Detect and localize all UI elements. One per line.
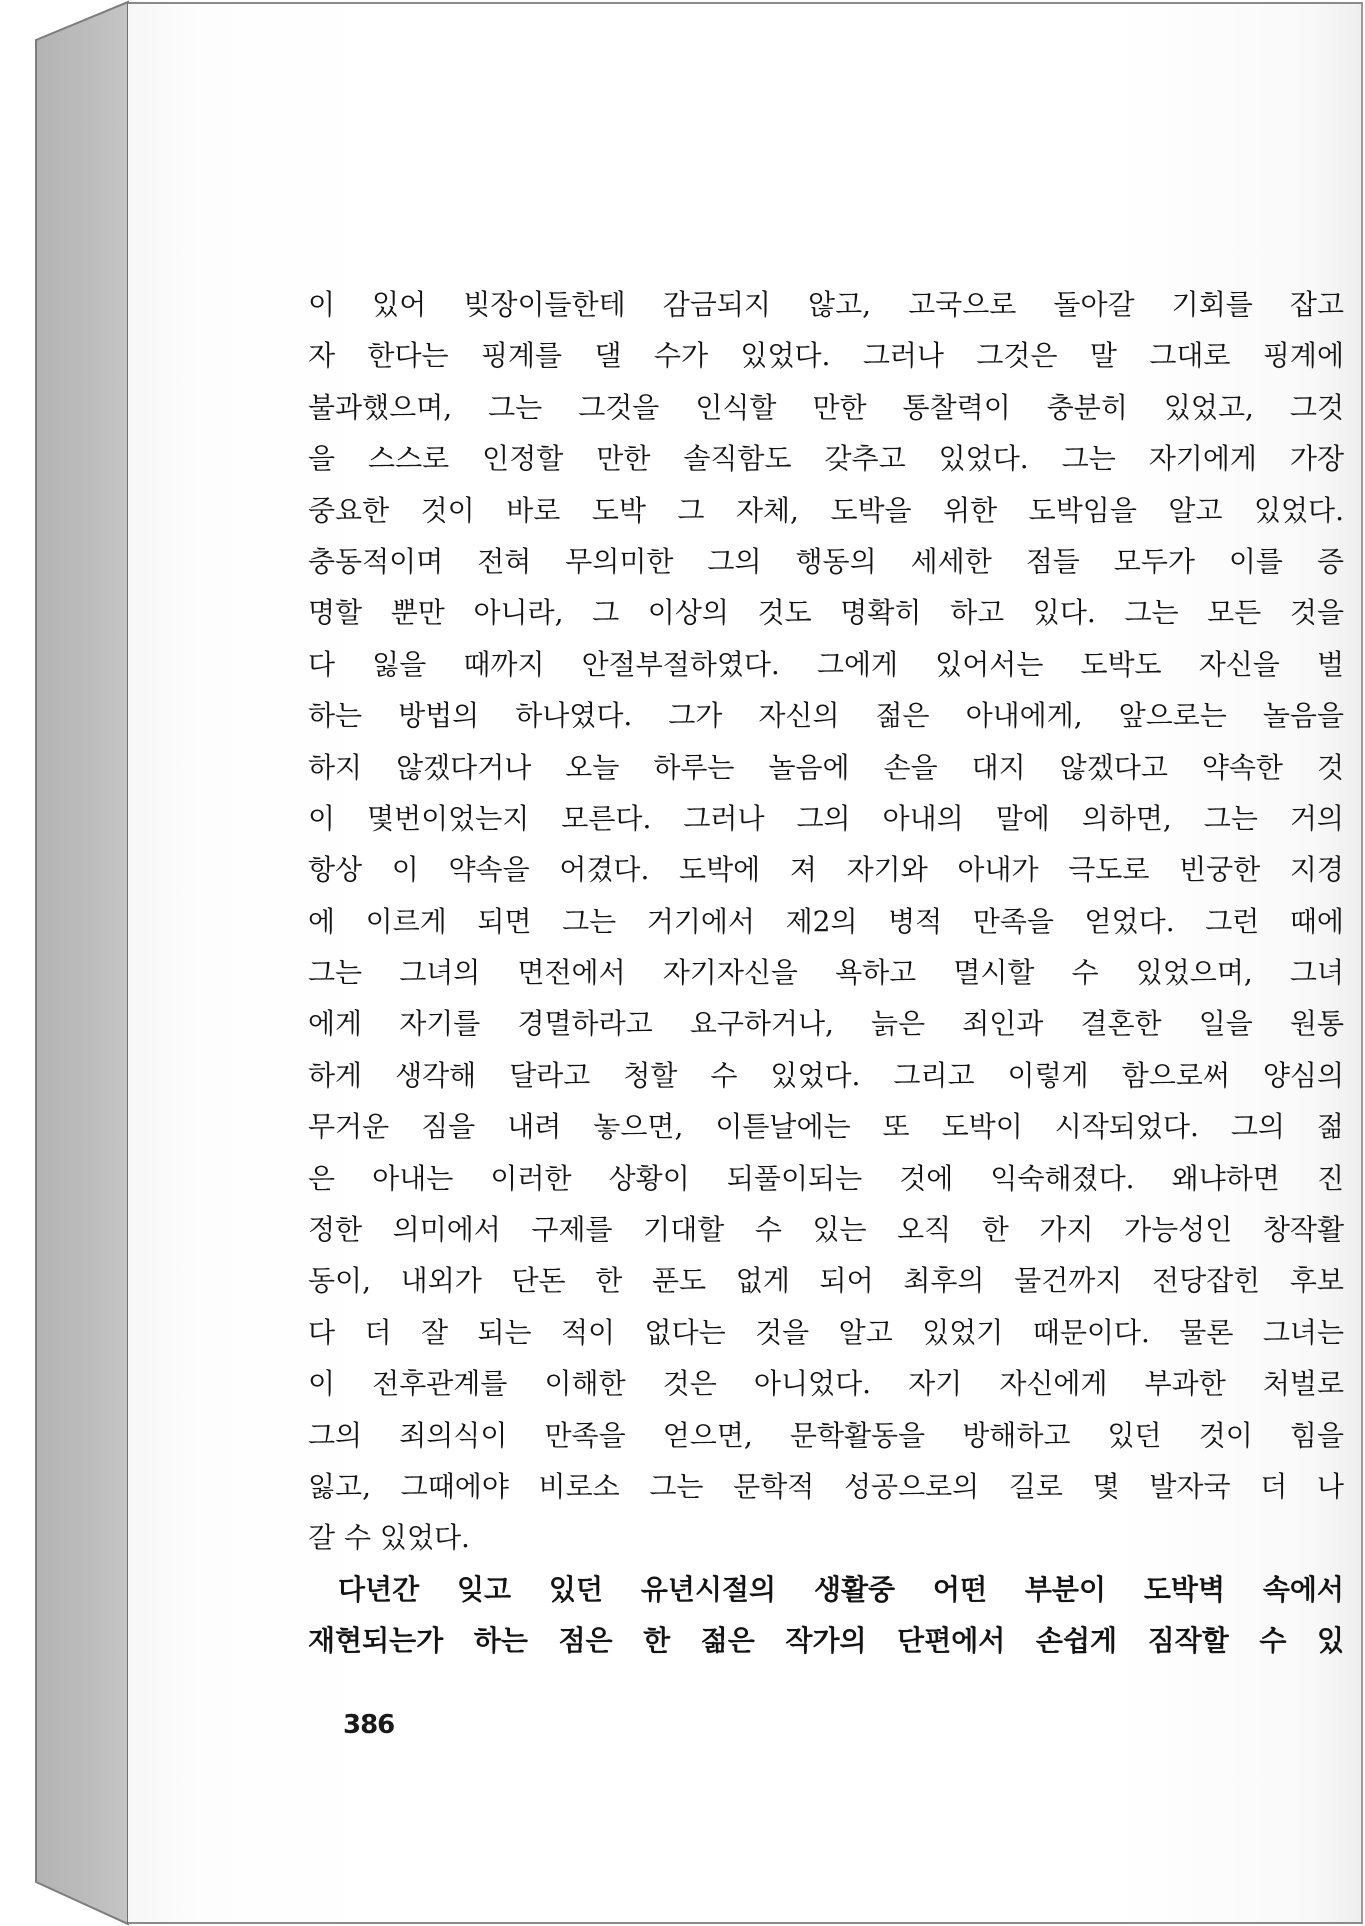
text-line: 항상 이 약속을 어겼다. 도박에 져 자기와 아내가 극도로 빈궁한 지경: [308, 853, 1344, 887]
text-line: 은 아내는 이러한 상황이 되풀이되는 것에 익숙해졌다. 왜냐하면 진: [308, 1161, 1344, 1195]
text-line: 다 잃을 때까지 안절부절하였다. 그에게 있어서는 도박도 자신을 벌: [308, 647, 1344, 681]
text-line: 잃고, 그때에야 비로소 그는 문학적 성공으로의 길로 몇 발자국 더 나: [308, 1469, 1344, 1503]
text-line: 그의 죄의식이 만족을 얻으면, 문학활동을 방해하고 있던 것이 힘을: [308, 1418, 1344, 1452]
text-line: 이 있어 빚장이들한테 감금되지 않고, 고국으로 돌아갈 기회를 잡고: [308, 288, 1344, 321]
book-page: [128, 2, 1363, 1924]
text-line: 이 몇번이었는지 모른다. 그러나 그의 아내의 말에 의하면, 그는 거의: [308, 801, 1344, 835]
text-line: 자 한다는 핑계를 댈 수가 있었다. 그러나 그것은 말 그대로 핑계에: [308, 339, 1344, 373]
text-line: 이 전후관계를 이해한 것은 아니었다. 자기 자신에게 부과한 처벌로: [308, 1367, 1344, 1401]
paragraph-end-line: 갈 수 있었다.: [308, 1521, 470, 1555]
text-line: 재현되는가 하는 점은 한 젊은 작가의 단편에서 손쉽게 짐작할 수 있: [308, 1624, 1344, 1658]
text-line: 하게 생각해 달라고 청할 수 있었다. 그리고 이렇게 함으로써 양심의: [308, 1058, 1344, 1092]
text-line: 충동적이며 전혀 무의미한 그의 행동의 세세한 점들 모두가 이를 증: [308, 544, 1344, 578]
text-line: 그는 그녀의 면전에서 자기자신을 욕하고 멸시할 수 있었으며, 그녀: [308, 956, 1344, 990]
text-line: 중요한 것이 바로 도박 그 자체, 도박을 위한 도박임을 알고 있었다.: [308, 493, 1344, 527]
text-line: 불과했으며, 그는 그것을 인식할 만한 통찰력이 충분히 있었고, 그것: [308, 390, 1344, 424]
text-line: 을 스스로 인정할 만한 솔직함도 갖추고 있었다. 그는 자기에게 가장: [308, 442, 1344, 476]
page-number: 386: [343, 1710, 395, 1740]
text-line: 에게 자기를 경멸하라고 요구하거나, 늙은 죄인과 결혼한 일을 원통: [308, 1007, 1344, 1041]
body-text: [308, 279, 1344, 1667]
text-line: 에 이르게 되면 그는 거기에서 제2의 병적 만족을 얻었다. 그런 때에: [308, 904, 1344, 938]
text-line: 명할 뿐만 아니라, 그 이상의 것도 명확히 하고 있다. 그는 모든 것을: [308, 596, 1344, 630]
paragraph-start-line: 다년간 잊고 있던 유년시절의 생활중 어떤 부분이 도박벽 속에서: [338, 1572, 1344, 1606]
text-line: 동이, 내외가 단돈 한 푼도 없게 되어 최후의 물건까지 전당잡힌 후보: [308, 1264, 1344, 1298]
text-line: 하지 않겠다거나 오늘 하루는 놀음에 손을 대지 않겠다고 약속한 것: [308, 750, 1344, 784]
text-line: 정한 의미에서 구제를 기대할 수 있는 오직 한 가지 가능성인 창작활: [308, 1213, 1344, 1247]
text-line: 다 더 잘 되는 적이 없다는 것을 알고 있었기 때문이다. 물론 그녀는: [308, 1315, 1344, 1349]
text-line: 무거운 짐을 내려 놓으면, 이튿날에는 또 도박이 시작되었다. 그의 젊: [308, 1110, 1344, 1144]
text-line: 하는 방법의 하나였다. 그가 자신의 젊은 아내에게, 앞으로는 놀음을: [308, 699, 1344, 733]
